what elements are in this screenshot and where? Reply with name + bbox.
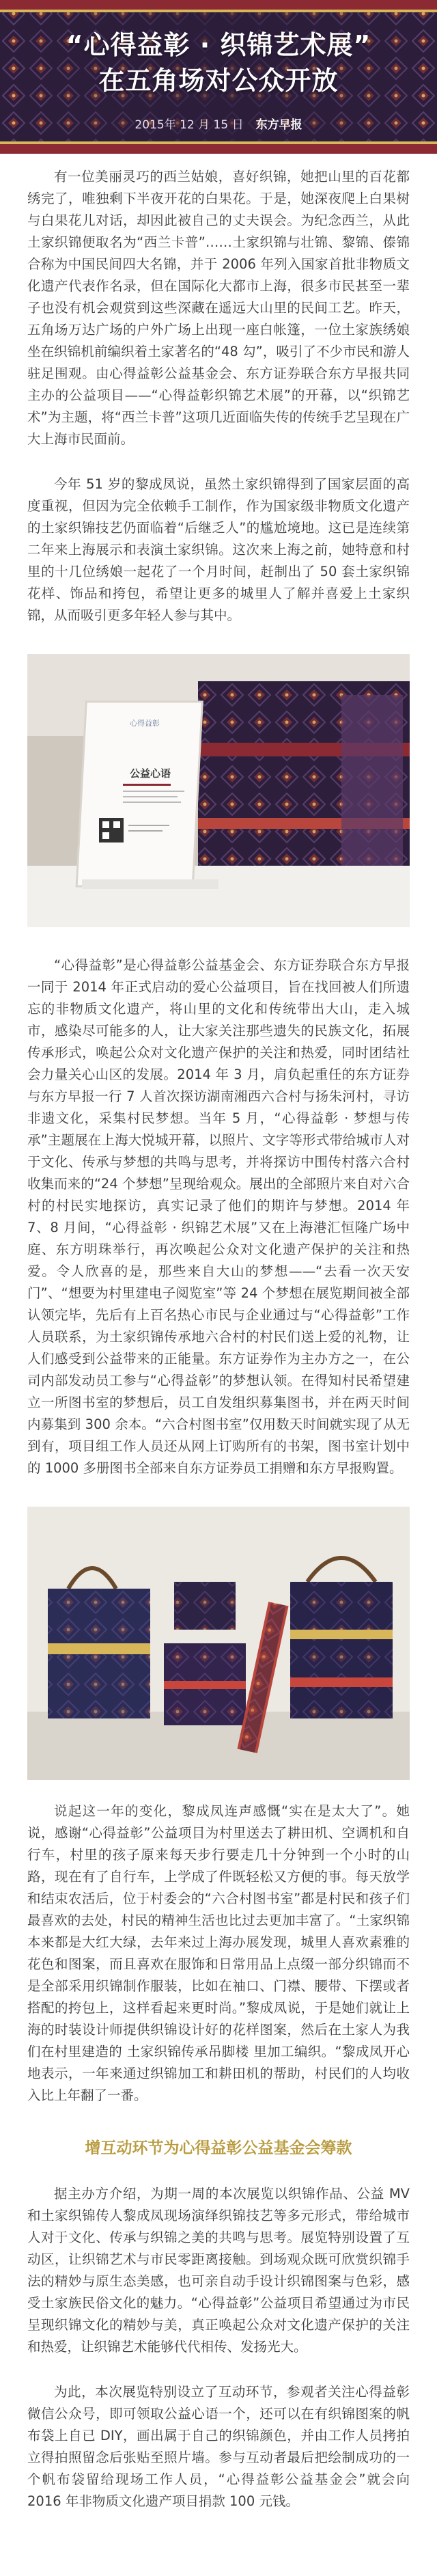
paragraph-exhibition: 据主办方介绍，为期一周的本次展览以织锦作品、公益 MV 和土家织锦传人黎成凤现场演绎织锦技艺等多元形式，带给城市人对于文化、传承与织锦之美的共鸣与思考。展览特别设置了互动区，让织锦艺术与市民零距离接触。到场观众既可欣赏织锦手法的精妙与原生态美感，也可亲自动手设计织锦图案与色彩，感受土家族民俗文化的魅力。“心得益彰”公益项目希望通过为市民呈现织锦文化的精妙与美，真正唤起公众对文化遗产保护的关注和热爱，让织锦艺术能够代代相传、发扬光大。 bbox=[27, 2186, 410, 2355]
article-body bbox=[0, 154, 437, 2512]
publish-date: 2015年 12 月 15 日 bbox=[135, 118, 244, 132]
section-heading: 增互动环节为心得益彰公益基金会筹款 bbox=[85, 2139, 352, 2157]
article-meta bbox=[0, 115, 437, 132]
brocade-fabric bbox=[198, 681, 410, 886]
paragraph-intro: 有一位美丽灵巧的西兰姑娘，喜好织锦，她把山里的百花都绣完了，唯独剩下半夜开花的白果花。于是，她深夜爬上白果树与白果花儿对话，却因此被自己的丈夫误会。为纪念西兰，从此土家织锦便取名为“西兰卡普”……土家织锦与壮锦、黎锦、傣锦合称为中国民间四大名锦，并于 2006 年列入国家首批非物质文化遗产代表作名录，但在国际化大都市上海，很多市民甚至一辈子也没有机会观赏到这些深藏在遥远大山里的民间工艺。昨天，五角场万达广场的户外广场上出现一座白帐篷，一位土家族绣娘坐在织锦机前编织着土家著名的“48 勾”，吸引了不少市民和游人驻足围观。由心得益彰公益基金会、东方证券联合东方早报共同主办的公益项目——“心得益彰织锦艺术展”的开幕，以“织锦艺术”为主题，将“西兰卡普”这项几近面临失传的传统手艺呈现在广大上海市民面前。 bbox=[27, 169, 410, 447]
brocade-pouch-center bbox=[164, 1582, 246, 1725]
title-line-2: 在五角场对公众开放 bbox=[98, 66, 339, 96]
article-title bbox=[0, 27, 437, 98]
card-stand bbox=[76, 702, 202, 886]
photo-display-card bbox=[27, 654, 410, 927]
brocade-bag-left bbox=[48, 1568, 150, 1718]
paragraph-changes: 说起这一年的变化，黎成凤连声感慨“实在是太大了”。她说，感谢“心得益彰”公益项目为村里送去了耕田机、空调机和自行车，村里的孩子原来每天步行要走几十分钟到一个小时的山路，现在有了自行车，上学成了件既轻松又方便的事。每天放学和结束农活后，位于村委会的“六合村图书室”都是村民和孩子们最喜欢的去处，村民的精神生活也比过去更加丰富了。“土家织锦本来都是大红大绿，去年来过上海办展发现，城里人喜欢素雅的花色和图案，而且喜欢在服饰和日常用品上点缀一部分织锦而不是全部采用织锦制作服装，比如在袖口、门襟、腰带、下摆或者搭配的挎包上，这样看起来更时尚。”黎成凤说，于是她们就让上海的时装设计师提供织锦设计好的花样图案，然后在土家人为我们在村里建造的 土家织锦传承吊脚楼 里加工编织。“黎成凤开心地表示，一年来通过织锦加工和耕田机的帮助，村民们的人均收入比上年翻了一番。 bbox=[27, 1803, 410, 2103]
paragraph-project: “心得益彰”是心得益彰公益基金会、东方证券联合东方早报一同于 2014 年正式启动的爱心公益项目，旨在找回被人们所遗忘的非物质文化遗产，将山里的文化和传统带出大山，走入城市，感染尽可能多的人，让大家关注那些遗失的民族文化，拓展传承形式，唤起公众对文化遗产保护的关注和热爱，同时团结社会力量关心山区的发展。2014 年 3 月，肩负起重任的东方证券与东方早报一行 7 人首次探访湖南湘西六合村与扬朱河村，寻访非遗文化，采集村民梦想。当年 5 月，“心得益彰 · 梦想与传承”主题展在上海大悦城开幕，以照片、文字等形式带给城市人对于文化、传承与梦想的共鸣与思考，并将探访中围传村落六合村收集而来的“24 个梦想”呈现给观众。展出的全部照片来自对六合村的村民实地探访，真实记录了他们的期许与梦想。2014 年 7、8 月间，“心得益彰 · 织锦艺术展”又在上海港汇恒隆广场中庭、东方明珠举行，再次唤起公众对文化遗产保护的关注和热爱。令人欣喜的是，那些来自大山的梦想——“去看一次天安门”、“想要为村里建电子阅览室”等 24 个梦想在展览期间被全部认领完毕，先后有上百名热心市民与企业通过与“心得益彰”工作人员联系，为土家织锦传承地六合村的村民们送上爱的礼物，让人们感受到公益带来的正能量。东方证券作为主办方之一，在公司内部发动员工参与“心得益彰”的梦想认领。在得知村民希望建立一所图书室的梦想后，员工自发组织募集图书，并在两天时间内募集到 300 余本。“六合村图书室”仅用数天时间就实现了从无到有，项目组工作人员还从网上订购所有的书架，图书室计划中的 1000 多册图书全部来自东方证券员工捐赠和东方早报购置。 bbox=[27, 957, 410, 1476]
header-banner bbox=[0, 0, 437, 154]
card-title: 公益心语 bbox=[130, 767, 171, 780]
photo-brocade-bags bbox=[27, 1507, 410, 1780]
title-line-1: “心得益彰 · 织锦艺术展” bbox=[66, 30, 371, 60]
paragraph-interaction: 为此，本次展览特别设立了互动环节，参观者关注心得益彰微信公众号，即可领取公益心语一个，还可以在有织锦图案的帆布袋上自已 DIY，画出属于自己的织锦颜色，并由工作人员拷拍立得拍照留念后张贴至照片墙。参与互动者最后把绘制成功的一个帆布袋留给现场工作人员，“心得益彰公益基金会”就会向 2016 年非物质文化遗产项目捐款 100 元钱。 bbox=[27, 2384, 410, 2509]
paragraph-weaver: 今年 51 岁的黎成凤说，虽然土家织锦得到了国家层面的高度重视，但因为完全依赖手工制作，作为国家级非物质文化遗产的土家织锦技艺仍面临着“后继乏人”的尴尬境地。这已是连续第二年来上海展示和表演土家织锦。这次来上海之前，她特意和村里的十几位绣娘一起花了一个月时间，赶制出了 50 套土家织锦花样、饰品和挎包，希望让更多的城里人了解并喜爱上土家织锦，从而吸引更多年轻人参与其中。 bbox=[27, 476, 410, 623]
brocade-bag-right bbox=[290, 1558, 393, 1718]
source-name: 东方早报 bbox=[255, 118, 302, 132]
card-logo-text: 心得益彰 bbox=[130, 719, 160, 728]
